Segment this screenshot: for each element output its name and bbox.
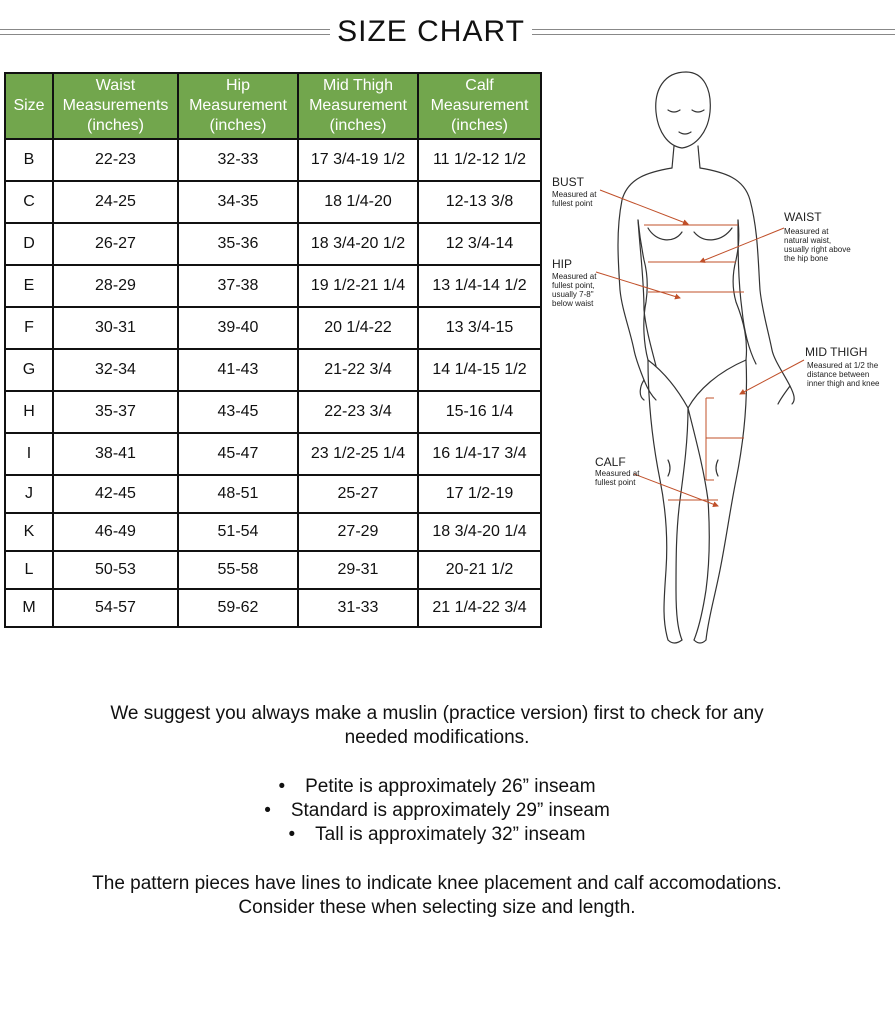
waist-cell: 50-53 [53,551,178,589]
table-row [5,513,541,551]
mid-thigh-cell: 31-33 [298,589,418,627]
hip-cell: 34-35 [178,181,298,223]
bust-label: BUST [552,175,585,189]
pattern-piece-note: The pattern pieces have lines to indicate knee placement and calf accomodations. Consider these when selecting size and length. [92,873,782,918]
mid-thigh-cell: 18 3/4-20 1/2 [298,223,418,265]
size-cell: K [5,513,53,551]
table-row [5,181,541,223]
pattern-notes [0,702,874,920]
waist-arrow [700,228,784,262]
table-row [5,265,541,307]
size-cell: C [5,181,53,223]
waist-cell: 42-45 [53,475,178,513]
header-mid-thigh: Mid Thigh Measurement (inches) [298,73,418,139]
table-row [5,349,541,391]
header-waist: Waist Measurements (inches) [53,73,178,139]
calf-cell: 21 1/4-22 3/4 [418,589,541,627]
hip-cell: 32-33 [178,139,298,181]
calf-cell: 12-13 3/8 [418,181,541,223]
mid-thigh-cell: 22-23 3/4 [298,391,418,433]
header-hip: Hip Measurement (inches) [178,73,298,139]
calf-label: CALF [595,455,626,469]
bullet-icon: • [288,824,296,845]
hip-label: HIP [552,257,573,271]
waist-cell: 38-41 [53,433,178,475]
hip-cell: 39-40 [178,307,298,349]
table-row [5,551,541,589]
size-cell: I [5,433,53,475]
hip-cell: 48-51 [178,475,298,513]
table-row [5,589,541,627]
measurement-figure-diagram [548,60,895,650]
size-cell: M [5,589,53,627]
mid-thigh-cell: 19 1/2-21 1/4 [298,265,418,307]
calf-cell: 12 3/4-14 [418,223,541,265]
table-header-row [5,73,541,139]
mid-thigh-arrow [740,360,804,394]
waist-cell: 46-49 [53,513,178,551]
hip-cell: 37-38 [178,265,298,307]
mid-thigh-desc: Measured at 1/2 the distance between inner thigh and knee [807,361,880,388]
size-cell: D [5,223,53,265]
size-cell: F [5,307,53,349]
waist-cell: 54-57 [53,589,178,627]
waist-cell: 35-37 [53,391,178,433]
hip-cell: 35-36 [178,223,298,265]
size-cell: G [5,349,53,391]
hip-cell: 51-54 [178,513,298,551]
calf-cell: 18 3/4-20 1/4 [418,513,541,551]
calf-cell: 14 1/4-15 1/2 [418,349,541,391]
mid-thigh-cell: 23 1/2-25 1/4 [298,433,418,475]
table-row [5,307,541,349]
calf-cell: 13 3/4-15 [418,307,541,349]
hip-cell: 43-45 [178,391,298,433]
mid-thigh-cell: 20 1/4-22 [298,307,418,349]
mid-thigh-cell: 18 1/4-20 [298,181,418,223]
inseam-list [0,775,874,847]
size-chart-header [0,14,895,50]
hip-cell: 45-47 [178,433,298,475]
hip-cell: 59-62 [178,589,298,627]
calf-cell: 16 1/4-17 3/4 [418,433,541,475]
size-cell: L [5,551,53,589]
page-title: SIZE CHART [337,15,525,48]
hip-arrow [596,272,680,298]
bust-arrow [600,190,688,224]
mid-thigh-cell: 17 3/4-19 1/2 [298,139,418,181]
bullet-icon: • [278,776,286,797]
mid-thigh-label: MID THIGH [805,345,868,359]
list-item: • Tall is approximately 32” inseam [288,824,586,845]
header-size: Size [5,73,53,139]
table-row [5,475,541,513]
waist-label: WAIST [784,210,822,224]
waist-cell: 26-27 [53,223,178,265]
bust-desc: Measured at fullest point [552,190,597,208]
bullet-icon: • [264,800,271,821]
waist-desc: Measured at natural waist, usually right above the hip bone [784,227,851,263]
calf-cell: 17 1/2-19 [418,475,541,513]
list-item: • Petite is approximately 26” inseam [278,776,596,797]
table-row [5,391,541,433]
calf-arrow [634,474,718,506]
muslin-suggestion: We suggest you always make a muslin (practice version) first to check for any needed modifications. [110,703,764,748]
calf-desc: Measured at fullest point [595,469,640,487]
waist-cell: 30-31 [53,307,178,349]
size-cell: B [5,139,53,181]
hip-desc: Measured at fullest point, usually 7-8" below waist [552,272,597,308]
size-cell: E [5,265,53,307]
table-row [5,223,541,265]
table-row [5,139,541,181]
size-cell: H [5,391,53,433]
size-cell: J [5,475,53,513]
title-rule-right [532,29,895,35]
title-rule-left [0,29,330,35]
waist-cell: 22-23 [53,139,178,181]
mid-thigh-cell: 25-27 [298,475,418,513]
calf-cell: 11 1/2-12 1/2 [418,139,541,181]
body-outline-illustration [618,72,794,643]
waist-cell: 32-34 [53,349,178,391]
list-item: • Standard is approximately 29” inseam [264,800,610,821]
mid-thigh-cell: 29-31 [298,551,418,589]
table-row [5,433,541,475]
calf-cell: 15-16 1/4 [418,391,541,433]
waist-cell: 24-25 [53,181,178,223]
header-calf: Calf Measurement (inches) [418,73,541,139]
measurement-labels [552,175,880,487]
mid-thigh-cell: 21-22 3/4 [298,349,418,391]
calf-cell: 20-21 1/2 [418,551,541,589]
hip-cell: 55-58 [178,551,298,589]
mid-thigh-cell: 27-29 [298,513,418,551]
calf-cell: 13 1/4-14 1/2 [418,265,541,307]
size-chart-table [4,72,542,628]
waist-cell: 28-29 [53,265,178,307]
hip-cell: 41-43 [178,349,298,391]
